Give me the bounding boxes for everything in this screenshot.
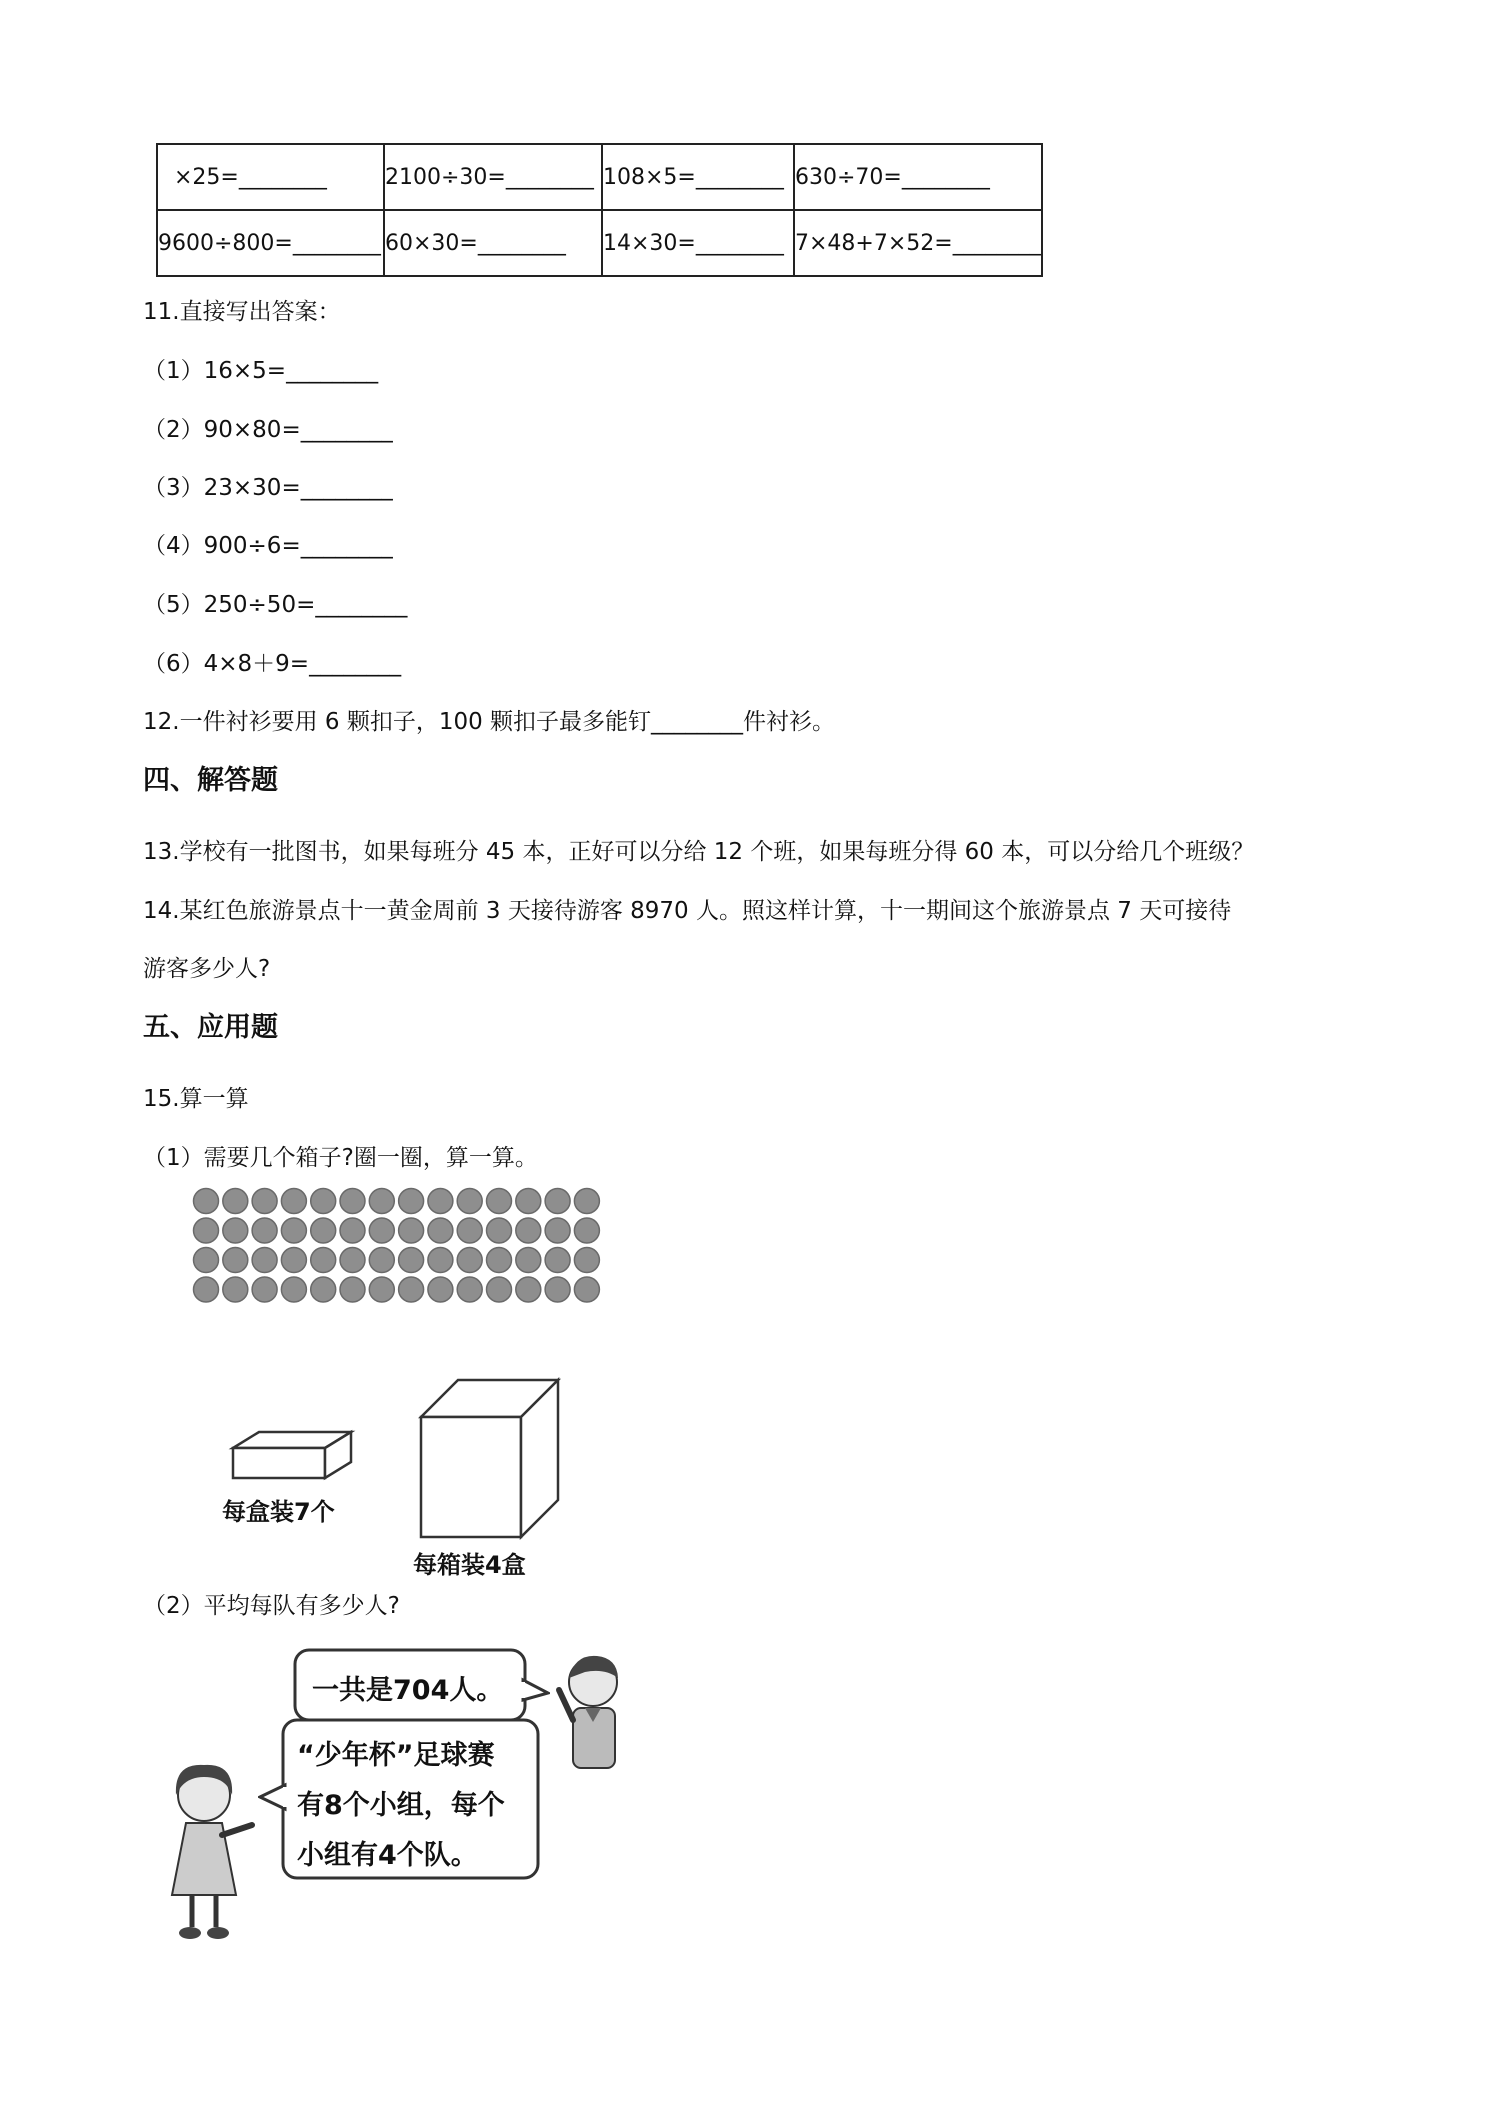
- q11-title: 11.直接写出答案：: [143, 299, 341, 325]
- q14-text-line1: 14.某红色旅游景点十一黄金周前 3 天接待游客 8970 人。照这样计算，十一期间这个旅游景点 7 天可接待: [143, 898, 1232, 924]
- dot: [457, 1189, 482, 1214]
- dot: [223, 1248, 248, 1273]
- dot: [457, 1218, 482, 1243]
- table-cell: ×25=________: [157, 144, 384, 210]
- dot: [516, 1218, 541, 1243]
- dot: [252, 1248, 277, 1273]
- small-box-icon: [225, 1420, 360, 1490]
- dot: [516, 1248, 541, 1273]
- table-cell: 630÷70=________: [794, 144, 1042, 210]
- table-row: [157, 144, 1042, 210]
- dot: [457, 1277, 482, 1302]
- boy-figure-icon: [555, 1650, 640, 1800]
- dot: [487, 1218, 512, 1243]
- q11-item: （4）900÷6=________: [143, 533, 393, 559]
- q11-item: （6）4×8＋9=________: [143, 651, 402, 677]
- dot: [487, 1189, 512, 1214]
- girl-speech-line: “少年杯”足球赛: [297, 1740, 495, 1771]
- dot: [252, 1189, 277, 1214]
- dot: [311, 1277, 336, 1302]
- dot: [545, 1248, 570, 1273]
- dot: [428, 1277, 453, 1302]
- dot: [369, 1277, 394, 1302]
- dot: [369, 1248, 394, 1273]
- dot: [428, 1189, 453, 1214]
- dot: [340, 1248, 365, 1273]
- dot: [399, 1218, 424, 1243]
- dot: [194, 1218, 219, 1243]
- dot: [545, 1277, 570, 1302]
- dots-grid-illustration: [190, 1185, 620, 1310]
- q11-item: （5）250÷50=________: [143, 592, 408, 618]
- q13-text: 13.学校有一批图书，如果每班分 45 本，正好可以分给 12 个班，如果每班分得 60 本，可以分给几个班级？: [143, 839, 1255, 865]
- table-row: [157, 210, 1042, 276]
- dot: [281, 1277, 306, 1302]
- box-label: 每盒装7个: [222, 1498, 335, 1526]
- table-cell: 60×30=________: [384, 210, 602, 276]
- dot: [399, 1248, 424, 1273]
- dot: [281, 1218, 306, 1243]
- dot: [223, 1218, 248, 1243]
- dot: [574, 1248, 599, 1273]
- dot: [194, 1277, 219, 1302]
- q11-item: （2）90×80=________: [143, 417, 393, 443]
- dot: [369, 1218, 394, 1243]
- q15-title: 15.算一算: [143, 1086, 249, 1112]
- girl-figure-icon: [160, 1755, 260, 1945]
- dot: [340, 1277, 365, 1302]
- dot: [487, 1248, 512, 1273]
- table-cell: 14×30=________: [602, 210, 794, 276]
- calc-table: [156, 143, 1043, 277]
- dot: [311, 1218, 336, 1243]
- dot: [457, 1248, 482, 1273]
- table-cell: 108×5=________: [602, 144, 794, 210]
- dot: [428, 1218, 453, 1243]
- dot: [281, 1248, 306, 1273]
- girl-speech-line: 有8个小组，每个: [297, 1790, 505, 1821]
- dot: [194, 1248, 219, 1273]
- q11-item: （3）23×30=________: [143, 475, 393, 501]
- dot: [399, 1277, 424, 1302]
- q12-text: 12.一件衬衫要用 6 颗扣子，100 颗扣子最多能钉________件衬衫。: [143, 709, 836, 735]
- dot: [311, 1248, 336, 1273]
- table-cell: 9600÷800=________: [157, 210, 384, 276]
- dot: [516, 1277, 541, 1302]
- dot: [399, 1189, 424, 1214]
- girl-speech-line: 小组有4个队。: [297, 1840, 478, 1871]
- dot: [252, 1277, 277, 1302]
- section-heading: 五、应用题: [143, 1012, 278, 1043]
- dot: [281, 1189, 306, 1214]
- table-cell: 7×48+7×52=________: [794, 210, 1042, 276]
- dot: [545, 1218, 570, 1243]
- dot: [487, 1277, 512, 1302]
- crate-icon: [418, 1375, 563, 1540]
- dot: [574, 1218, 599, 1243]
- dot: [545, 1189, 570, 1214]
- dot: [369, 1189, 394, 1214]
- q15-part1: （1）需要几个箱子?圈一圈，算一算。: [143, 1145, 538, 1171]
- crate-label: 每箱装4盒: [413, 1551, 526, 1579]
- dot: [340, 1189, 365, 1214]
- dot: [311, 1189, 336, 1214]
- dot: [574, 1189, 599, 1214]
- dot: [223, 1277, 248, 1302]
- dot: [252, 1218, 277, 1243]
- boy-speech-text: 一共是704人。: [312, 1675, 504, 1706]
- dot: [340, 1218, 365, 1243]
- dot: [516, 1189, 541, 1214]
- dot: [223, 1189, 248, 1214]
- dot: [428, 1248, 453, 1273]
- table-cell: 2100÷30=________: [384, 144, 602, 210]
- q15-part2: （2）平均每队有多少人?: [143, 1593, 400, 1619]
- section-heading: 四、解答题: [143, 765, 278, 796]
- dot: [194, 1189, 219, 1214]
- q11-item: （1）16×5=________: [143, 358, 379, 384]
- dot: [574, 1277, 599, 1302]
- q14-text-line2: 游客多少人?: [143, 956, 271, 982]
